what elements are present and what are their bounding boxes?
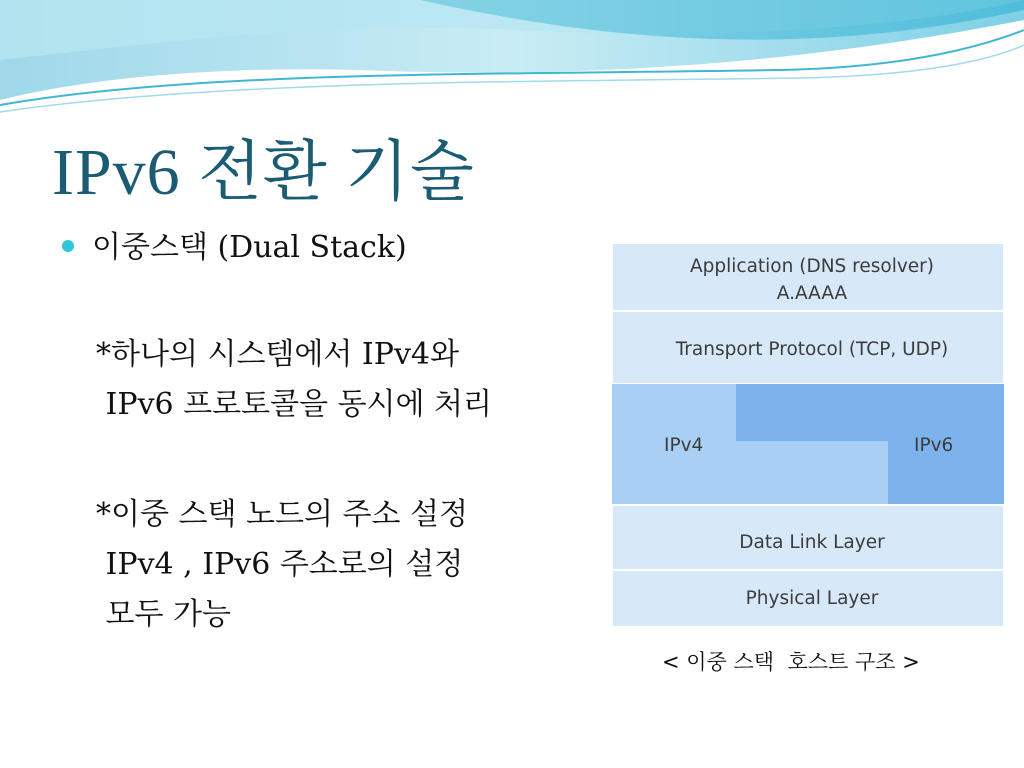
transport-layer-label: Transport Protocol (TCP, UDP) [675,339,949,360]
paragraph2-line2: IPv4 , IPv6 주소로의 설정 [96,547,464,582]
slide-title: IPv6 전환 기술 [52,136,475,209]
paragraph-simultaneous-processing [96,330,492,430]
bullet-dual-stack [62,222,407,266]
bullet-text: 이중스택 (Dual Stack) [92,230,407,265]
application-layer-label-line1: Application (DNS resolver) [689,256,935,277]
header-wave-decoration [0,0,1024,120]
data-link-layer-label: Data Link Layer [739,532,885,553]
paragraph1-line1: *하나의 시스템에서 IPv4와 [96,337,459,372]
diagram-caption: < 이중 스택 호스트 구조 > [662,650,920,674]
application-layer-label-line2: A.AAAA [776,283,848,304]
ipv4-label: IPv4 [664,435,704,456]
physical-layer-label: Physical Layer [745,588,879,609]
ipv6-label: IPv6 [914,435,954,456]
paragraph1-line2: IPv6 프로토콜을 동시에 처리 [96,387,493,422]
bullet-dot-icon [62,240,74,252]
paragraph2-line1: *이중 스택 노드의 주소 설정 [96,497,468,532]
paragraph-address-setup [96,490,468,640]
dual-stack-diagram [612,243,1004,627]
paragraph2-line3: 모두 가능 [96,597,231,632]
